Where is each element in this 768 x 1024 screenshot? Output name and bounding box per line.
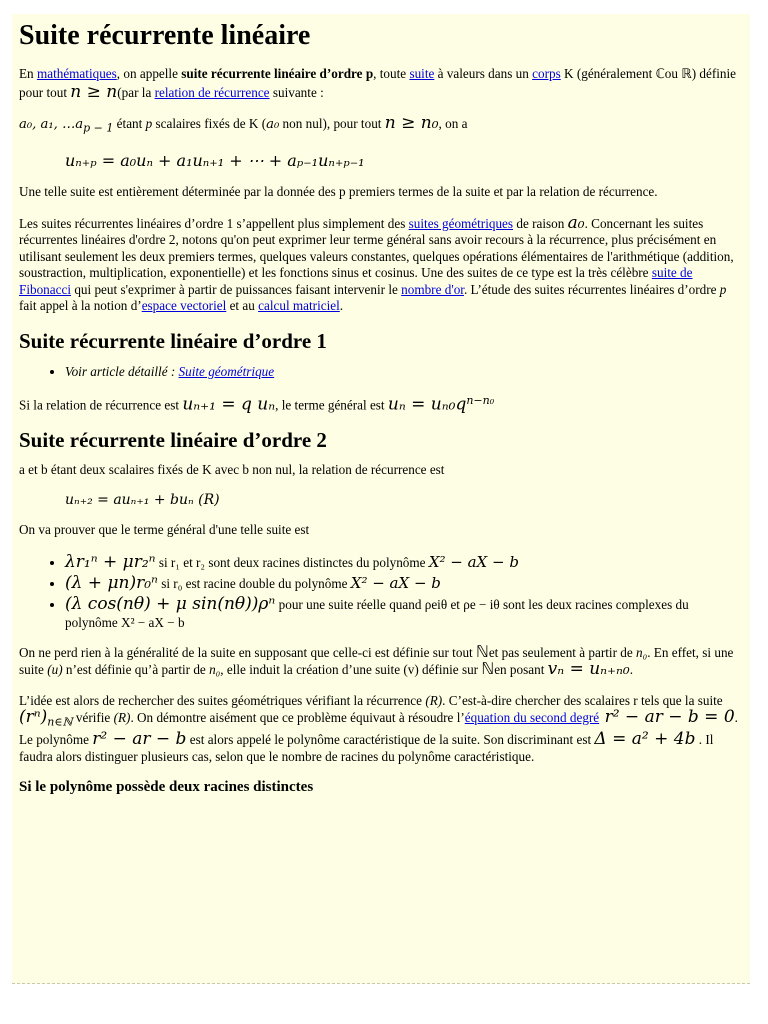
math-a0: a₀ [567,212,585,233]
section1-paragraph [19,393,742,414]
text: et au [226,298,259,314]
text: non nul), pour tout [279,116,385,131]
math-polynomial: X² − aX − b [350,573,441,592]
subsection-heading: Si le polynôme possède deux racines distinctes [19,779,314,796]
math-characteristic-poly: r² − ar − b [92,729,187,750]
text: suivante : [269,84,324,100]
text: vérifie [72,710,114,726]
link-relation-recurrence[interactable]: relation de récurrence [154,84,270,100]
text: (par la [117,84,155,100]
text: . C’est-à-dire chercher des scalaires r tels que la suite [442,692,723,708]
text: de raison [513,215,568,231]
math-u: (u) [47,662,63,678]
text: . On démontre aisément que ce problème équivaut à résoudre l’ [130,710,465,726]
section2-paragraph-1: a et b étant deux scalaires fixés de K avec b non nul, la relation de récurrence est [19,461,445,477]
math-a0: a₀ [266,117,280,132]
math-exponent: n−n₀ [466,393,495,407]
text: . L’étude des suites récurrentes linéaires d’ordre [463,281,720,297]
math-polynomial: X² − aX − b [428,552,519,571]
text: , on a [438,116,468,131]
math-R: (R) [113,710,131,726]
link-espace-vectoriel[interactable]: espace vectoriel [141,298,227,314]
math-n0: n₀ [209,662,221,678]
intro-paragraph-1 [19,66,742,101]
general-term-item [65,553,742,572]
naturals-symbol: ℕ [481,659,495,679]
math-subscript: p − 1 [83,121,114,135]
text: En [19,66,37,81]
math-coefficients: a₀, a₁, …a [19,117,84,132]
link-suite-geometrique[interactable]: Suite géométrique [178,363,275,379]
section-heading-ordre-2: Suite récurrente linéaire d’ordre 2 [19,427,327,452]
naturals-symbol: ℕ [476,641,489,661]
text: n’est définie qu’à partir de [62,662,210,678]
text: et pas seulement à partir de [488,644,637,660]
text: scalaires fixés de K ( [152,116,267,131]
see-also-label: Voir article détaillé : [65,363,179,379]
intro-paragraph-3: Une telle suite est entièrement déterminée par la donnée des p premiers termes de la suite et par la relation de récurrence. [19,184,658,200]
recurrence-equation: uₙ₊ₚ = a₀uₙ + a₁uₙ₊₁ + ⋯ + aₚ₋₁uₙ₊ₚ₋₁ [65,151,365,171]
intro-paragraph-2 [19,115,742,137]
see-also-list [19,363,742,381]
link-equation-second-degre[interactable]: équation du second degré [464,710,600,726]
link-nombre-or[interactable]: nombre d'or [401,281,464,297]
math-inequality: n ≥ n [70,81,118,102]
complex-symbol: ℂ [655,67,665,82]
link-mathematiques[interactable]: mathématiques [36,66,117,81]
math-recurrence-order1: uₙ₊₁ = q uₙ [182,394,276,415]
math-general-term: uₙ = uₙ₀q [387,394,467,415]
text: en posant [494,662,548,678]
text: est alors appelé le polynôme caractéristique de la suite. Son discriminant est [186,732,595,748]
math-recurrence-order2: uₙ₊₂ = auₙ₊₁ + buₙ [65,492,194,509]
page-title: Suite récurrente linéaire [19,20,311,51]
equation-tag: (R) [193,492,220,509]
link-corps[interactable]: corps [532,66,561,81]
general-term-item [65,574,742,593]
text: fait appel à la notion d’ [19,298,142,314]
link-calcul-matriciel[interactable]: calcul matriciel [258,298,340,314]
math-R: (R) [425,692,443,708]
math-term: (λ + μn)r₀ⁿ [65,572,158,593]
math-geometric: (rⁿ) [19,707,48,728]
bold-term: suite récurrente linéaire d’ordre p [181,66,374,81]
text: iθ et ρe − iθ sont les deux racines complexes du polynôme X² − aX − b [65,596,689,630]
general-term-list [19,553,742,632]
real-symbol: ℝ [681,67,692,82]
text: . En effet, si une suite [19,644,734,678]
text: . Le polynôme [19,710,738,748]
text: Si la relation de récurrence est [19,397,183,413]
text: si r₁ et r₂ sont deux racines distinctes du polynôme [155,554,429,570]
math-p: p [145,116,153,131]
text: étant [113,116,146,131]
text: , le terme général est [275,397,388,413]
link-fibonacci[interactable]: suite de Fibonacci [19,265,693,297]
text: à valeurs dans un [434,66,533,81]
section2-paragraph-4 [19,693,742,766]
text: ou [664,66,682,81]
math-n0: n₀ [636,644,648,660]
text: K (généralement [560,66,656,81]
text: . [629,662,634,678]
math-inequality: n ≥ n₀ [384,113,439,133]
text: ) définie pour tout [19,66,737,100]
math-term: λr₁ⁿ + μr₂ⁿ [65,551,156,572]
text: . [339,298,344,314]
article-page [12,14,750,984]
text: . Il faudra alors distinguer plusieurs cas, selon que le nombre de racines du polynôme caractéristique. [19,732,714,764]
math-discriminant: Δ = a² + 4b [594,729,696,750]
section2-paragraph-2: On va prouver que le terme général d'une telle suite est [19,522,310,538]
link-suite[interactable]: suite [409,66,435,81]
section2-paragraph-3 [19,641,742,680]
math-term: (λ cos(nθ) + μ sin(nθ))ρⁿ [65,593,276,614]
math-characteristic-eq: r² − ar − b = 0 [599,707,735,728]
text: , elle induit la création d’une suite (v) définie sur [220,662,482,678]
general-term-item [65,595,742,632]
intro-paragraph-4 [19,212,742,315]
section-heading-ordre-1: Suite récurrente linéaire d’ordre 1 [19,328,327,353]
text: L’idée est alors de rechercher des suites géométriques vérifiant la récurrence [19,692,426,708]
link-suites-geometriques[interactable]: suites géométriques [408,215,514,231]
text: , on appelle [116,66,182,81]
text: si r₀ est racine double du polynôme [157,575,351,591]
order2-equation [65,492,742,508]
math-subscript: n∈ℕ [47,715,73,729]
text: . Concernant les suites récurrentes linéaires d'ordre 2, notons qu'on peut exprimer leur terme général sans avoir recours à la récurrence, plus précisément en utilisant seulement les deux premiers termes, quelques valeurs constantes, quelques opérations élémentaires de l'arithmétique (addition, soustraction, multiplication, exponentielle) et les fonctions sinus et cosinus. Une des suites de ce type est la très célèbre [19,215,734,281]
math-v-definition: vₙ = uₙ₊ₙ₀ [547,659,630,680]
math-p: p [719,281,727,297]
text: pour une suite réelle quand ρe [275,596,438,612]
text: On ne perd rien à la généralité de la suite en supposant que celle-ci est définie sur tout [19,644,476,660]
text: , toute [373,66,410,81]
see-also-item [65,363,742,381]
text: Les suites récurrentes linéaires d’ordre 1 s’appellent plus simplement des [19,215,409,231]
text: qui peut s'exprimer à partir de puissances faisant intervenir le [71,281,402,297]
